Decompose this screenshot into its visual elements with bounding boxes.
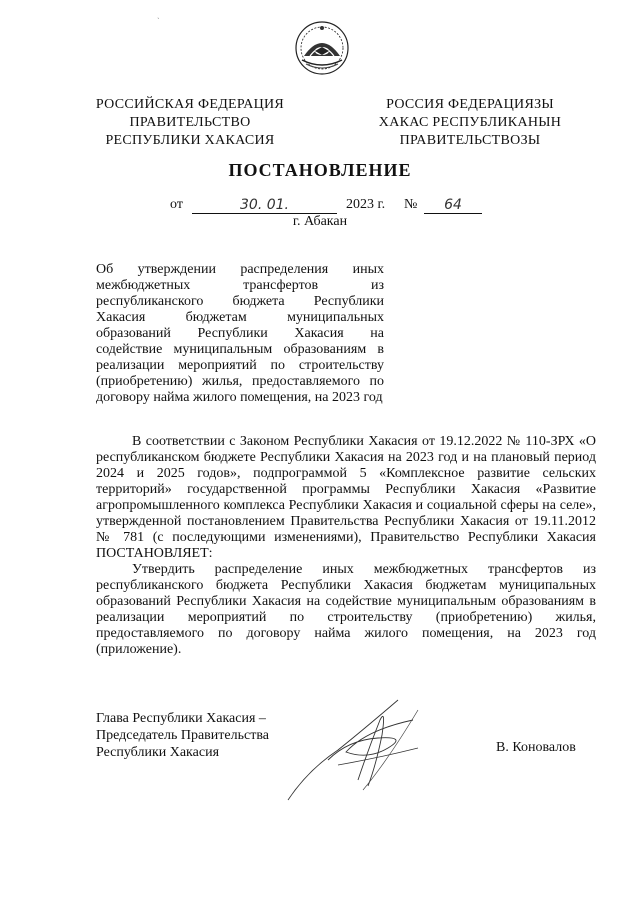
header-left [85, 96, 295, 150]
signatory-line1: Глава Республики Хакасия – [96, 711, 266, 726]
number-handwritten: 64 [424, 197, 482, 214]
signatory-title [96, 710, 296, 761]
signatory-line3: Республики Хакасия [96, 745, 220, 760]
from-label: от [170, 197, 183, 212]
header-left-line1: РОССИЙСКАЯ ФЕДЕРАЦИЯ [95, 97, 285, 112]
header-right-line3: ПРАВИТЕЛЬСТВОЗЫ [399, 133, 541, 148]
signatory-name: В. Коновалов [496, 740, 576, 755]
number-label: № [404, 197, 418, 212]
signature-icon [268, 690, 438, 810]
body-paragraph-2: Утвердить распределение иных межбюджетных трансфертов из республиканского бюджета Республики Хакасия бюджетам муниципальных образований Республики Хакасия на содействие муниципальным образованиям в реализации мероприятий по строительству (приобретению) жилья, предоставляемого по договору найма жилого помещения, на 2023 год (приложение). [96, 562, 596, 657]
subject-text: Об утверждении распределения иных межбюджетных трансфертов из республиканского бюджета Республики Хакасия бюджетам муниципальных образований Республики Хакасия на содействие муниципальным образованиям в реализации мероприятий по строительству (приобретению) жилья, предоставляемого по договору найма жилого помещения, на 2023 год [96, 262, 384, 405]
header-right-line2: ХАКАС РЕСПУБЛИКАНЫН [378, 115, 562, 130]
header-right [350, 96, 590, 150]
header-right-line1: РОССИЯ ФЕДЕРАЦИЯЗЫ [386, 97, 554, 112]
city: г. Абакан [292, 214, 348, 229]
scan-mark: ˎ [157, 10, 160, 19]
header-left-line2: ПРАВИТЕЛЬСТВО [129, 115, 251, 130]
header-left-line3: РЕСПУБЛИКИ ХАКАСИЯ [105, 133, 275, 148]
document-title: ПОСТАНОВЛЕНИЕ [228, 160, 412, 180]
year-text: 2023 г. [346, 197, 386, 212]
coat-of-arms-icon [290, 20, 354, 76]
signatory-line2: Председатель Правительства [96, 728, 269, 743]
body-paragraph-1: В соответствии с Законом Республики Хакасия от 19.12.2022 № 110-ЗРХ «О республиканском бюджете Республики Хакасия на 2023 год и на плановый период 2024 и 2025 годов», подпрограммой 5 «Комплексное развитие сельских территорий» государственной программы Республики Хакасия «Развитие агропромышленного комплекса Республики Хакасия и социальной сферы на селе», утвержденной постановлением Правительства Республики Хакасия от 19.11.2012 № 781 (с последующими изменениями), Правительство Республики Хакасия ПОСТАНОВЛЯЕТ: [96, 434, 596, 561]
date-handwritten: 30. 01. [192, 197, 337, 214]
